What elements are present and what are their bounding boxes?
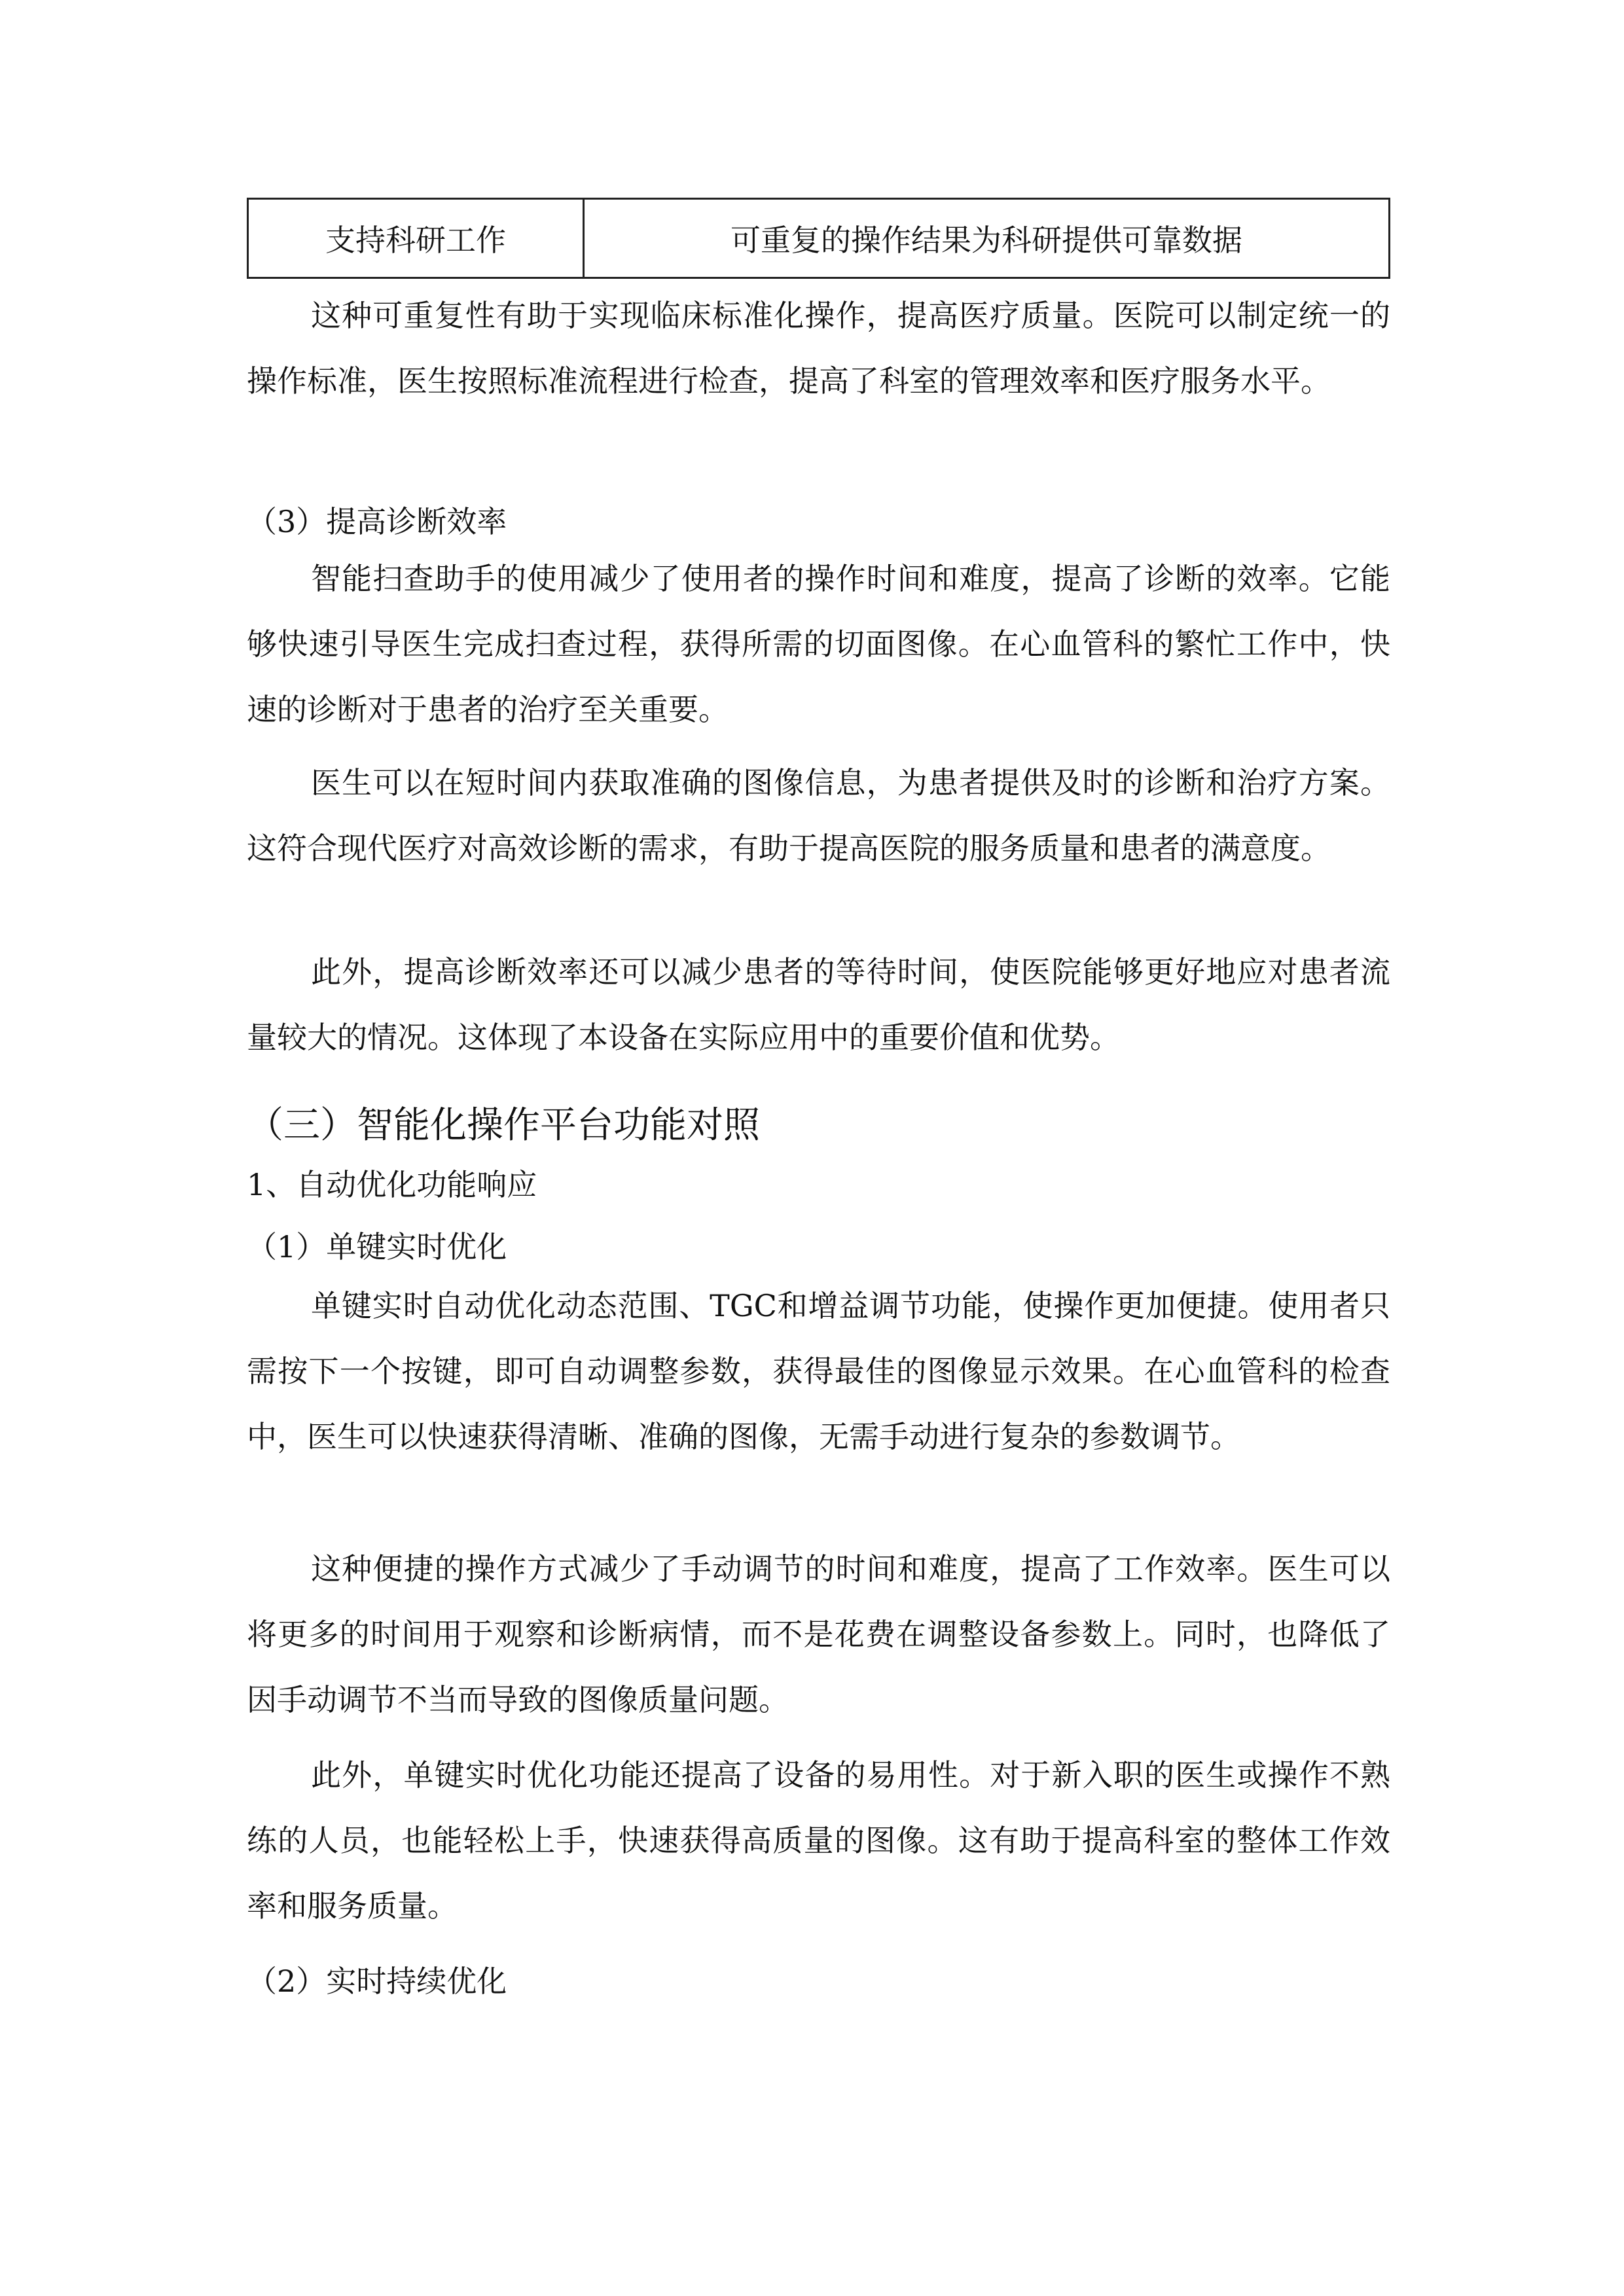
subsection-heading: 1、自动优化功能响应 [247, 1167, 537, 1202]
paragraph: 这种便捷的操作方式减少了手动调节的时间和难度，提高了工作效率。医生可以将更多的时间用于观察和诊断病情，而不是花费在调整设备参数上。同时，也降低了因手动调节不当而导致的图像质量问题。 [247, 1551, 1390, 1717]
feature-table [247, 198, 1390, 279]
paragraph-convenience [247, 1536, 1390, 1732]
paragraph: 医生可以在短时间内获取准确的图像信息，为患者提供及时的诊断和治疗方案。这符合现代医疗对高效诊断的需求，有助于提高医院的服务质量和患者的满意度。 [247, 765, 1390, 866]
subsection-heading: （3）提高诊断效率 [247, 504, 507, 539]
heading-continuous [247, 1948, 1390, 2014]
paragraph-scan-assistant [247, 546, 1390, 742]
paragraph-image-info [247, 750, 1390, 881]
paragraph-usability [247, 1742, 1390, 1939]
paragraph: 此外，提高诊断效率还可以减少患者的等待时间，使医院能够更好地应对患者流量较大的情况。这体现了本设备在实际应用中的重要价值和优势。 [247, 954, 1390, 1055]
paragraph: 智能扫查助手的使用减少了使用者的操作时间和难度，提高了诊断的效率。它能够快速引导医生完成扫查过程，获得所需的切面图像。在心血管科的繁忙工作中，快速的诊断对于患者的治疗至关重要。 [247, 561, 1390, 727]
table-cell-description: 可重复的操作结果为科研提供可靠数据 [584, 199, 1390, 278]
paragraph: 此外，单键实时优化功能还提高了设备的易用性。对于新入职的医生或操作不熟练的人员，也能轻松上手，快速获得高质量的图像。这有助于提高科室的整体工作效率和服务质量。 [247, 1757, 1390, 1924]
paragraph-standardization [247, 283, 1390, 414]
paragraph: 这种可重复性有助于实现临床标准化操作，提高医疗质量。医院可以制定统一的操作标准，医生按照标准流程进行检查，提高了科室的管理效率和医疗服务水平。 [247, 298, 1390, 399]
subsection-heading: （1）单键实时优化 [247, 1229, 507, 1265]
paragraph: 单键实时自动优化动态范围、TGC和增益调节功能，使操作更加便捷。使用者只需按下一个按键，即可自动调整参数，获得最佳的图像显示效果。在心血管科的检查中，医生可以快速获得清晰、准确的图像，无需手动进行复杂的参数调节。 [247, 1288, 1390, 1454]
heading-section-3 [247, 1093, 1390, 1158]
heading-auto-optimization [247, 1152, 1390, 1217]
subsection-heading: （2）实时持续优化 [247, 1964, 507, 1999]
table-row [248, 199, 1390, 278]
table-cell-feature: 支持科研工作 [248, 199, 584, 278]
heading-single-key [247, 1214, 1390, 1280]
paragraph-single-key [247, 1273, 1390, 1469]
section-heading: （三）智能化操作平台功能对照 [247, 1104, 760, 1147]
paragraph-waiting-time [247, 939, 1390, 1070]
heading-diagnosis-efficiency [247, 489, 1390, 554]
